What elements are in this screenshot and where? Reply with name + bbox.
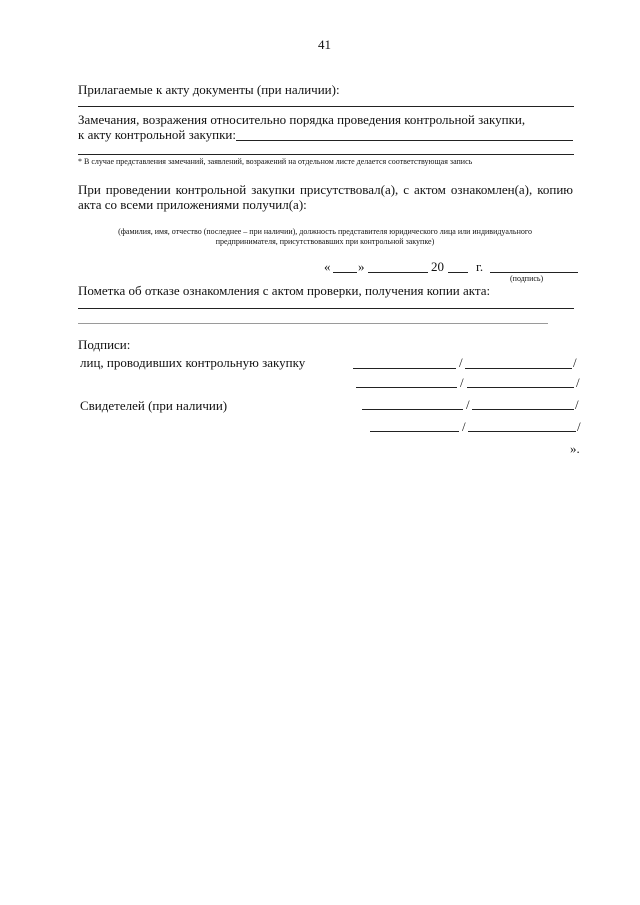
inspector-2-slash: / xyxy=(460,375,464,390)
inspector-1-end-slash: / xyxy=(573,355,577,370)
witness-1-slash: / xyxy=(466,397,470,412)
remarks-line-1: Замечания, возражения относительно порядка проведения контрольной закупки, xyxy=(78,112,526,127)
inspector-1-name-line xyxy=(465,368,572,369)
witness-2-end-slash: / xyxy=(577,419,581,434)
closing-quote: ». xyxy=(570,441,580,456)
date-year-suffix: г. xyxy=(476,259,484,274)
page-number: 41 xyxy=(318,37,331,52)
inspectors-label: лиц, проводивших контрольную закупку xyxy=(80,355,306,370)
remarks-fill-line xyxy=(236,140,573,141)
refusal-line-2 xyxy=(78,323,548,324)
witness-1-name-line xyxy=(472,409,574,410)
inspector-1-signature-line xyxy=(353,368,456,369)
inspector-1-slash: / xyxy=(459,355,463,370)
inspector-2-name-line xyxy=(467,387,574,388)
attendance-line-2: акта со всеми приложениями получил(а): xyxy=(78,197,307,212)
signer-caption-line-1: (фамилия, имя, отчество (последнее – при наличии), должность представителя юридического лица или индивидуального xyxy=(118,227,532,236)
witness-1-end-slash: / xyxy=(575,397,579,412)
date-year-blank xyxy=(448,272,468,273)
attendance-line-1: При проведении контрольной закупки присутствовал(а), с актом ознакомлен(а), копию xyxy=(78,182,573,197)
remarks-extra-line xyxy=(78,154,574,155)
date-open-quote: « xyxy=(324,259,331,274)
date-month-blank xyxy=(368,272,428,273)
date-close-quote: » xyxy=(358,259,365,274)
remarks-line-2: к акту контрольной закупки: xyxy=(78,127,236,142)
footnote: * В случае представления замечаний, заявлений, возражений на отдельном листе делается соответствующая запись xyxy=(78,157,473,166)
signature-caption: (подпись) xyxy=(510,274,544,283)
signatures-heading: Подписи: xyxy=(78,337,131,352)
inspector-2-end-slash: / xyxy=(576,375,580,390)
witness-2-slash: / xyxy=(462,419,466,434)
attached-documents-line xyxy=(78,106,574,107)
date-year-prefix: 20 xyxy=(431,259,444,274)
refusal-mark-label: Пометка об отказе ознакомления с актом проверки, получения копии акта: xyxy=(78,283,491,298)
signer-caption-line-2: предпринимателя, присутствовавших при контрольной закупке) xyxy=(215,237,435,246)
signer-caption xyxy=(70,227,580,247)
witness-2-name-line xyxy=(468,431,576,432)
attached-documents-label: Прилагаемые к акту документы (при наличии): xyxy=(78,82,340,97)
inspector-2-signature-line xyxy=(356,387,457,388)
witness-1-signature-line xyxy=(362,409,463,410)
witnesses-label: Свидетелей (при наличии) xyxy=(80,398,228,413)
date-day-blank xyxy=(333,272,357,273)
signature-blank xyxy=(490,272,578,273)
refusal-line-1 xyxy=(78,308,574,309)
witness-2-signature-line xyxy=(370,431,459,432)
